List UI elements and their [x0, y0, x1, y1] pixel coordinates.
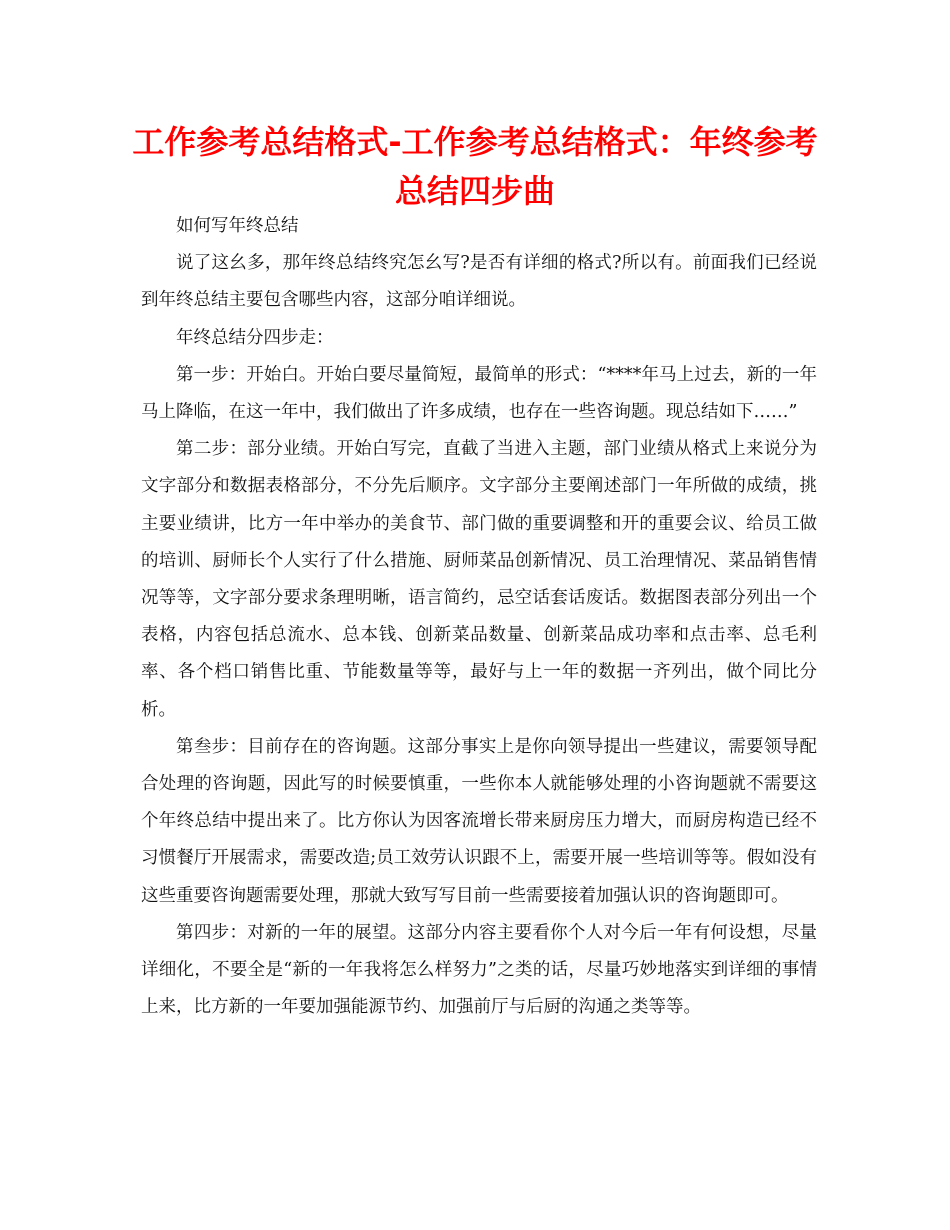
paragraph-step-three: 第叁步：目前存在的咨询题。这部分事实上是你向领导提出一些建议，需要领导配合处理的咨询题，因此写的时候要慎重，一些你本人就能够处理的小咨询题就不需要这个年终总结中提出来了。比方你认为因客流增长带来厨房压力增大，而厨房构造已经不习惯餐厅开展需求，需要改造;员工效劳认识跟不上，需要开展一些培训等等。假如没有这些重要咨询题需要处理，那就大致写写目前一些需要接着加强认识的咨询题即可。 [141, 736, 817, 906]
paragraph-step-two: 第二步：部分业绩。开始白写完，直截了当进入主题，部门业绩从格式上来说分为文字部分和数据表格部分，不分先后顺序。文字部分主要阐述部门一年所做的成绩，挑主要业绩讲，比方一年中举办的美食节、部门做的重要调整和开的重要会议、给员工做的培训、厨师长个人实行了什么措施、厨师菜品创新情况、员工治理情况、菜品销售情况等等，文字部分要求条理明晰，语言简约，忌空话套话废话。数据图表部分列出一个表格，内容包括总流水、总本钱、创新菜品数量、创新菜品成功率和点击率、总毛利率、各个档口销售比重、节能数量等等，最好与上一年的数据一齐列出，做个同比分析。 [141, 439, 817, 720]
paragraph-step-one: 第一步：开始白。开始白要尽量简短，最简单的形式：“****年马上过去，新的一年马上降临，在这一年中，我们做出了许多成绩，也存在一些咨询题。现总结如下……” [141, 364, 817, 423]
document-title: 工作参考总结格式-工作参考总结格式：年终参考总结四步曲 [132, 123, 818, 210]
paragraph-step-four: 第四步：对新的一年的展望。这部分内容主要看你个人对今后一年有何设想，尽量详细化，不要全是“新的一年我将怎么样努力”之类的话，尽量巧妙地落实到详细的事情上来，比方新的一年要加强能源节约、加强前厅与后厨的沟通之类等等。 [141, 922, 817, 1018]
document-body [141, 208, 817, 1026]
paragraph-heading: 如何写年终总结 [176, 216, 299, 236]
paragraph-intro: 说了这幺多，那年终总结终究怎幺写?是否有详细的格式?所以有。前面我们已经说到年终总结主要包含哪些内容，这部分咱详细说。 [141, 253, 817, 311]
paragraph-four-steps: 年终总结分四步走： [176, 327, 334, 348]
